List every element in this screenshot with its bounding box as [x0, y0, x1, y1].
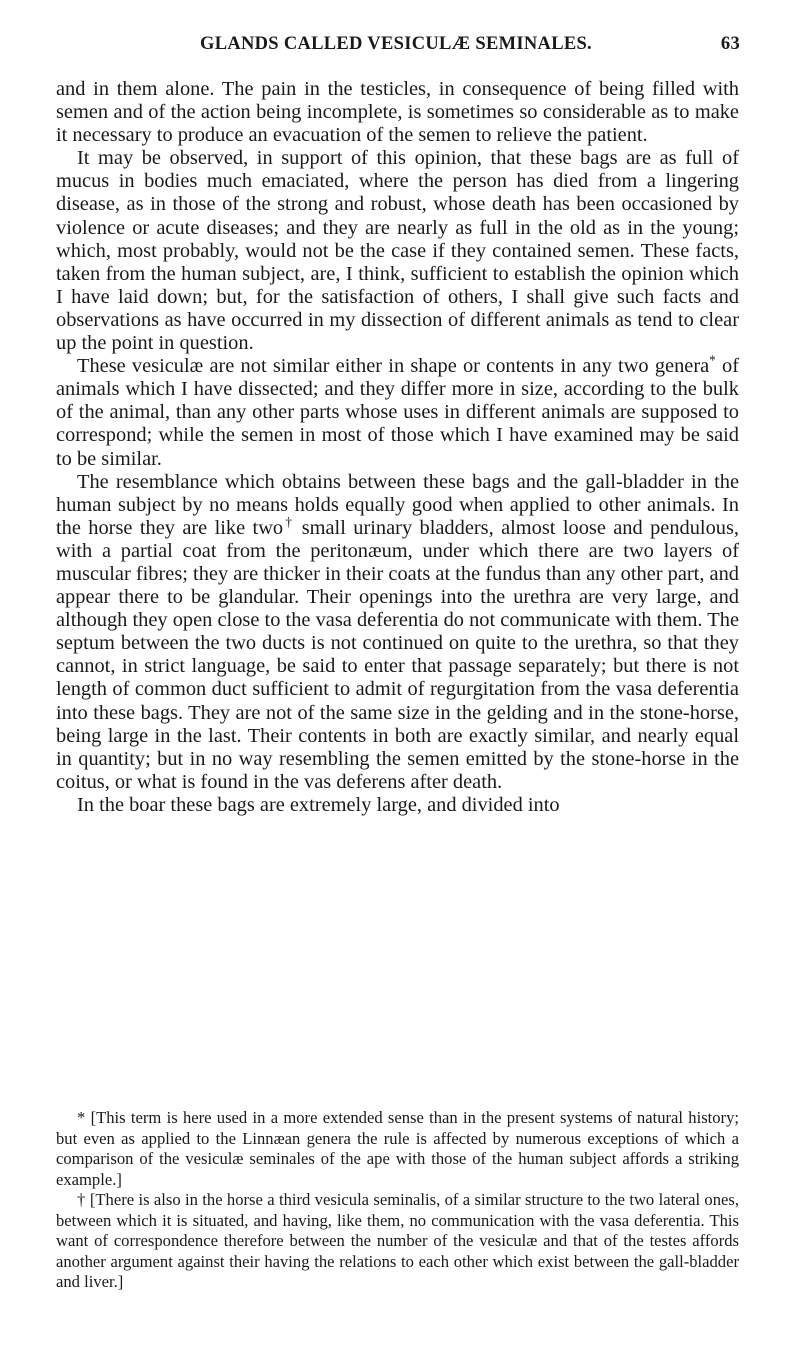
paragraph-4: [56, 471, 739, 794]
running-head: [60, 34, 740, 58]
paragraph-1: and in them alone. The pain in the testicles, in consequence of being filled with semen and of the action being incomplete, is sometimes so considerable as to make it necessary to produce an evacuation of the semen to relieve the patient.: [56, 78, 739, 147]
paragraph-3: [56, 352, 739, 470]
footnote-2: † [There is also in the horse a third vesicula seminalis, of a similar structure to the two lateral ones, between which it is situated, and having, like them, no communication with the vasa deferentia. This want of correspondence therefore between the number of the vesiculæ and that of the testes affords another argument against their having the relations to each other which exist between the gall-bladder and liver.]: [56, 1190, 739, 1291]
paragraph-4-text-b: small urinary bladders, almost loose and pendulous, with a partial coat from the peritonæum, under which there are two layers of muscular fibres; they are thicker in their coats at the fundus than any other part, and appear there to be glandular. Their openings into the urethra are very large, and although they open close to the vasa deferentia do not communicate with them. The septum between the two ducts is not continued on quite to the urethra, so that they cannot, in strict language, be said to enter that passage separately; but there is not length of common duct sufficient to admit of regurgitation from the vasa deferentia into these bags. They are not of the same size in the gelding and in the stone-horse, being large in the last. Their contents in both are exactly similar, and nearly equal in quantity; but in no way resembling the semen emitted by the stone-horse in the coitus, or what is found in the vas deferens after death.: [56, 516, 739, 793]
paragraph-3-text-b: of animals which I have dissected; and they differ more in size, according to the bulk of the animal, than any other parts whose uses in different animals are supposed to correspond; while the semen in most of those which I have examined may be said to be similar.: [56, 355, 739, 470]
footnotes: [56, 1108, 739, 1293]
footnote-ref-1: *: [709, 352, 716, 368]
paragraph-4-text-a: The resemblance which obtains between these bags and the gall-bladder in the human subject by no means holds equally good when applied to other animals. In the horse they are like two: [56, 470, 739, 539]
main-text: [56, 78, 739, 817]
running-title: GLANDS CALLED VESICULÆ SEMINALES.: [200, 34, 592, 54]
footnote-1: * [This term is here used in a more extended sense than in the present systems of natural history; but even as applied to the Linnæan genera the rule is affected by numerous exceptions of which a comparison of the vesiculæ seminales of the ape with those of the human subject affords a striking example.]: [56, 1108, 739, 1189]
page-number: 63: [720, 34, 740, 54]
paragraph-2: It may be observed, in support of this opinion, that these bags are as full of mucus in bodies much emaciated, where the person has died from a lingering disease, as in those of the strong and robust, whose death has been occasioned by violence or acute diseases; and they are nearly as full in the old as in the young; which, most probably, would not be the case if they contained semen. These facts, taken from the human subject, are, I think, sufficient to establish the opinion which I have laid down; but, for the satisfaction of others, I shall give such facts and observations as have occurred in my dissection of different animals as tend to clear up the point in question.: [56, 147, 739, 355]
footnote-ref-2: †: [283, 514, 295, 530]
paragraph-3-text-a: These vesiculæ are not similar either in shape or contents in any two genera: [77, 355, 710, 378]
paragraph-5: In the boar these bags are extremely large, and divided into: [77, 793, 560, 816]
